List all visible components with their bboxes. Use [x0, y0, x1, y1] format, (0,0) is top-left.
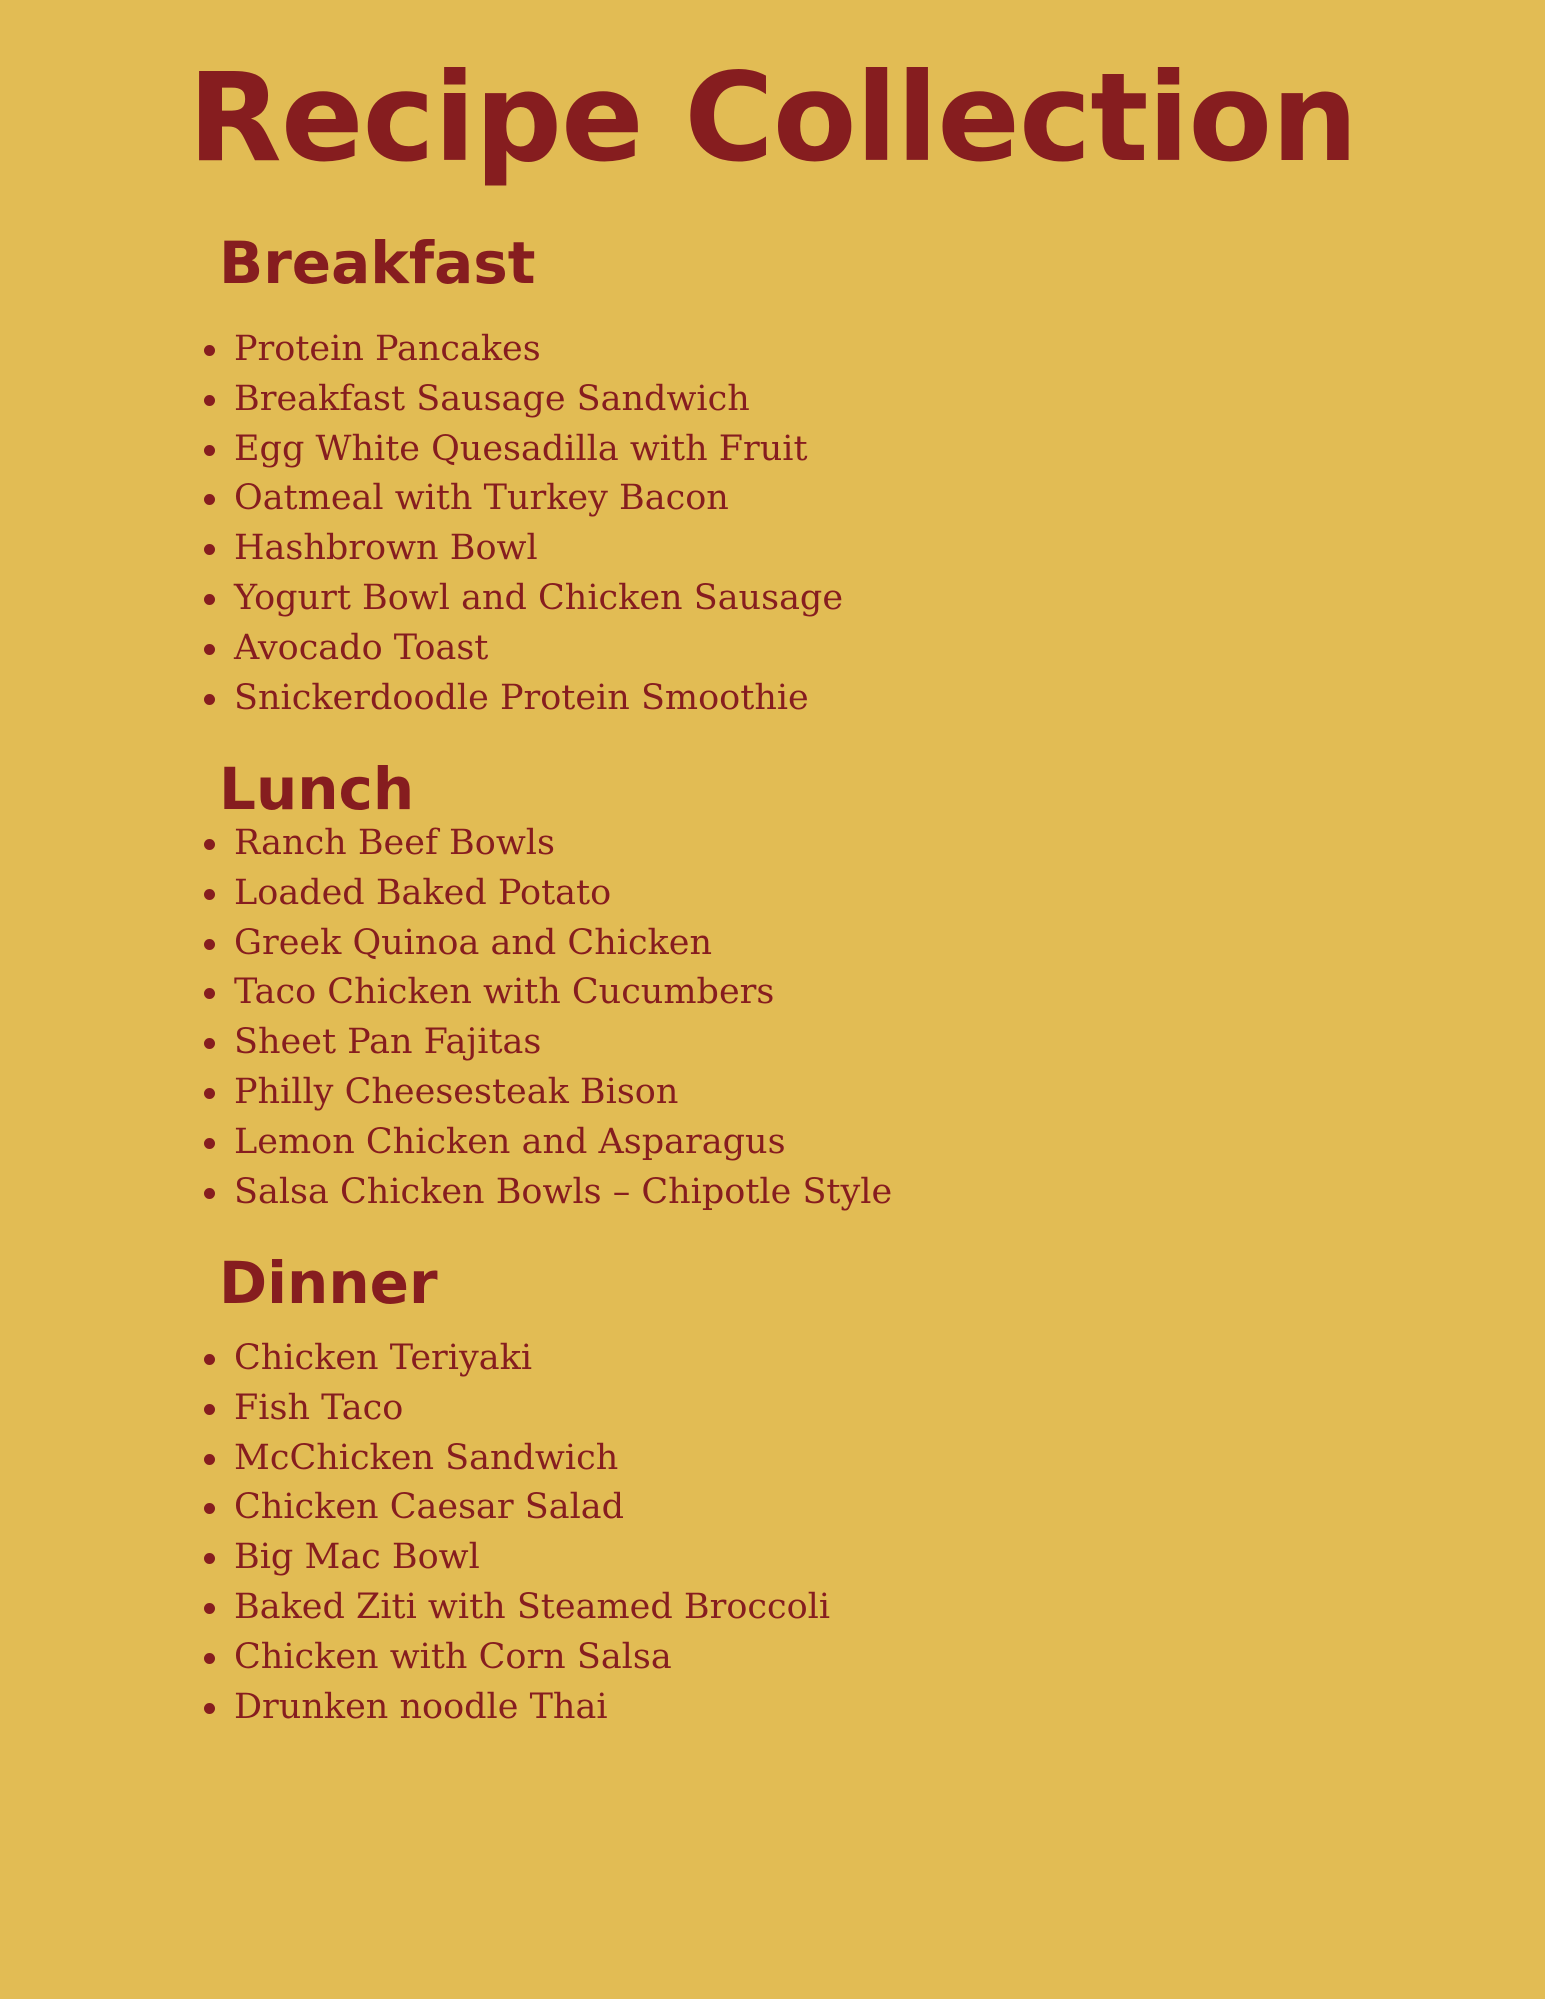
- list-item: [0, 425, 843, 475]
- bullet-icon: [204, 594, 215, 605]
- bullet-icon: [204, 1354, 215, 1365]
- list-item: [0, 524, 843, 574]
- bullet-icon: [204, 494, 215, 505]
- bullet-icon: [204, 1188, 215, 1199]
- bullet-icon: [204, 839, 215, 850]
- recipe-name: Salsa Chicken Bowls – Chipotle Style: [234, 1171, 893, 1212]
- bullet-icon: [204, 445, 215, 456]
- bullet-icon: [204, 889, 215, 900]
- recipe-name: Egg White Quesadilla with Fruit: [234, 428, 808, 469]
- list-item: [0, 968, 892, 1018]
- bullet-icon: [204, 1138, 215, 1149]
- recipe-name: Baked Ziti with Steamed Broccoli: [234, 1586, 831, 1627]
- recipe-name: Sheet Pan Fajitas: [234, 1022, 542, 1063]
- recipe-name: Protein Pancakes: [234, 329, 541, 369]
- bullet-icon: [204, 939, 215, 950]
- recipe-name: Lemon Chicken and Asparagus: [234, 1121, 786, 1162]
- bullet-icon: [204, 1503, 215, 1514]
- list-item: [0, 869, 892, 919]
- bullet-icon: [204, 694, 215, 705]
- lunch-heading: Lunch: [219, 755, 415, 823]
- list-item: [0, 1483, 830, 1533]
- dinner-list: [0, 1334, 830, 1732]
- list-item: [0, 674, 843, 724]
- bullet-icon: [204, 1603, 215, 1614]
- list-item: [0, 819, 892, 869]
- recipe-name: McChicken Sandwich: [234, 1437, 619, 1478]
- breakfast-heading: Breakfast: [219, 229, 536, 297]
- breakfast-list: [0, 325, 843, 723]
- recipe-name: Breakfast Sausage Sandwich: [234, 378, 750, 419]
- bullet-icon: [204, 1553, 215, 1564]
- list-item: [0, 624, 843, 674]
- recipe-name: Snickerdoodle Protein Smoothie: [234, 677, 809, 718]
- bullet-icon: [204, 1653, 215, 1664]
- recipe-name: Big Mac Bowl: [234, 1537, 480, 1578]
- list-item: [0, 1168, 892, 1218]
- list-item: [0, 1683, 830, 1733]
- list-item: [0, 474, 843, 524]
- list-item: [0, 1068, 892, 1118]
- list-item: [0, 1434, 830, 1484]
- recipe-name: Chicken with Corn Salsa: [234, 1636, 672, 1677]
- list-item: [0, 375, 843, 425]
- recipe-name: Philly Cheesesteak Bison: [234, 1071, 679, 1112]
- list-item: [0, 919, 892, 969]
- bullet-icon: [204, 1703, 215, 1714]
- bullet-icon: [204, 1454, 215, 1465]
- bullet-icon: [204, 644, 215, 655]
- bullet-icon: [204, 395, 215, 406]
- bullet-icon: [204, 1088, 215, 1099]
- dinner-heading: Dinner: [219, 1249, 438, 1317]
- recipe-name: Fish Taco: [234, 1387, 404, 1428]
- lunch-list: [0, 819, 892, 1217]
- list-item: [0, 1334, 830, 1384]
- bullet-icon: [204, 988, 215, 999]
- recipe-name: Ranch Beef Bowls: [234, 823, 555, 863]
- recipe-name: Loaded Baked Potato: [234, 872, 612, 913]
- recipe-name: Taco Chicken with Cucumbers: [234, 972, 775, 1013]
- recipe-name: Greek Quinoa and Chicken: [234, 922, 713, 963]
- list-item: [0, 1533, 830, 1583]
- bullet-icon: [204, 544, 215, 555]
- list-item: [0, 574, 843, 624]
- recipe-name: Yogurt Bowl and Chicken Sausage: [234, 577, 844, 618]
- bullet-icon: [204, 1038, 215, 1049]
- list-item: [0, 325, 843, 375]
- recipe-name: Chicken Teriyaki: [234, 1338, 533, 1378]
- recipe-name: Hashbrown Bowl: [234, 528, 538, 569]
- recipe-name: Drunken noodle Thai: [234, 1686, 608, 1727]
- list-item: [0, 1633, 830, 1683]
- page-title: Recipe Collection: [187, 47, 1358, 189]
- recipe-name: Avocado Toast: [234, 627, 489, 668]
- recipe-name: Oatmeal with Turkey Bacon: [234, 478, 729, 519]
- list-item: [0, 1018, 892, 1068]
- bullet-icon: [204, 1404, 215, 1415]
- bullet-icon: [204, 345, 215, 356]
- list-item: [0, 1384, 830, 1434]
- list-item: [0, 1118, 892, 1168]
- list-item: [0, 1583, 830, 1633]
- recipe-name: Chicken Caesar Salad: [234, 1487, 625, 1528]
